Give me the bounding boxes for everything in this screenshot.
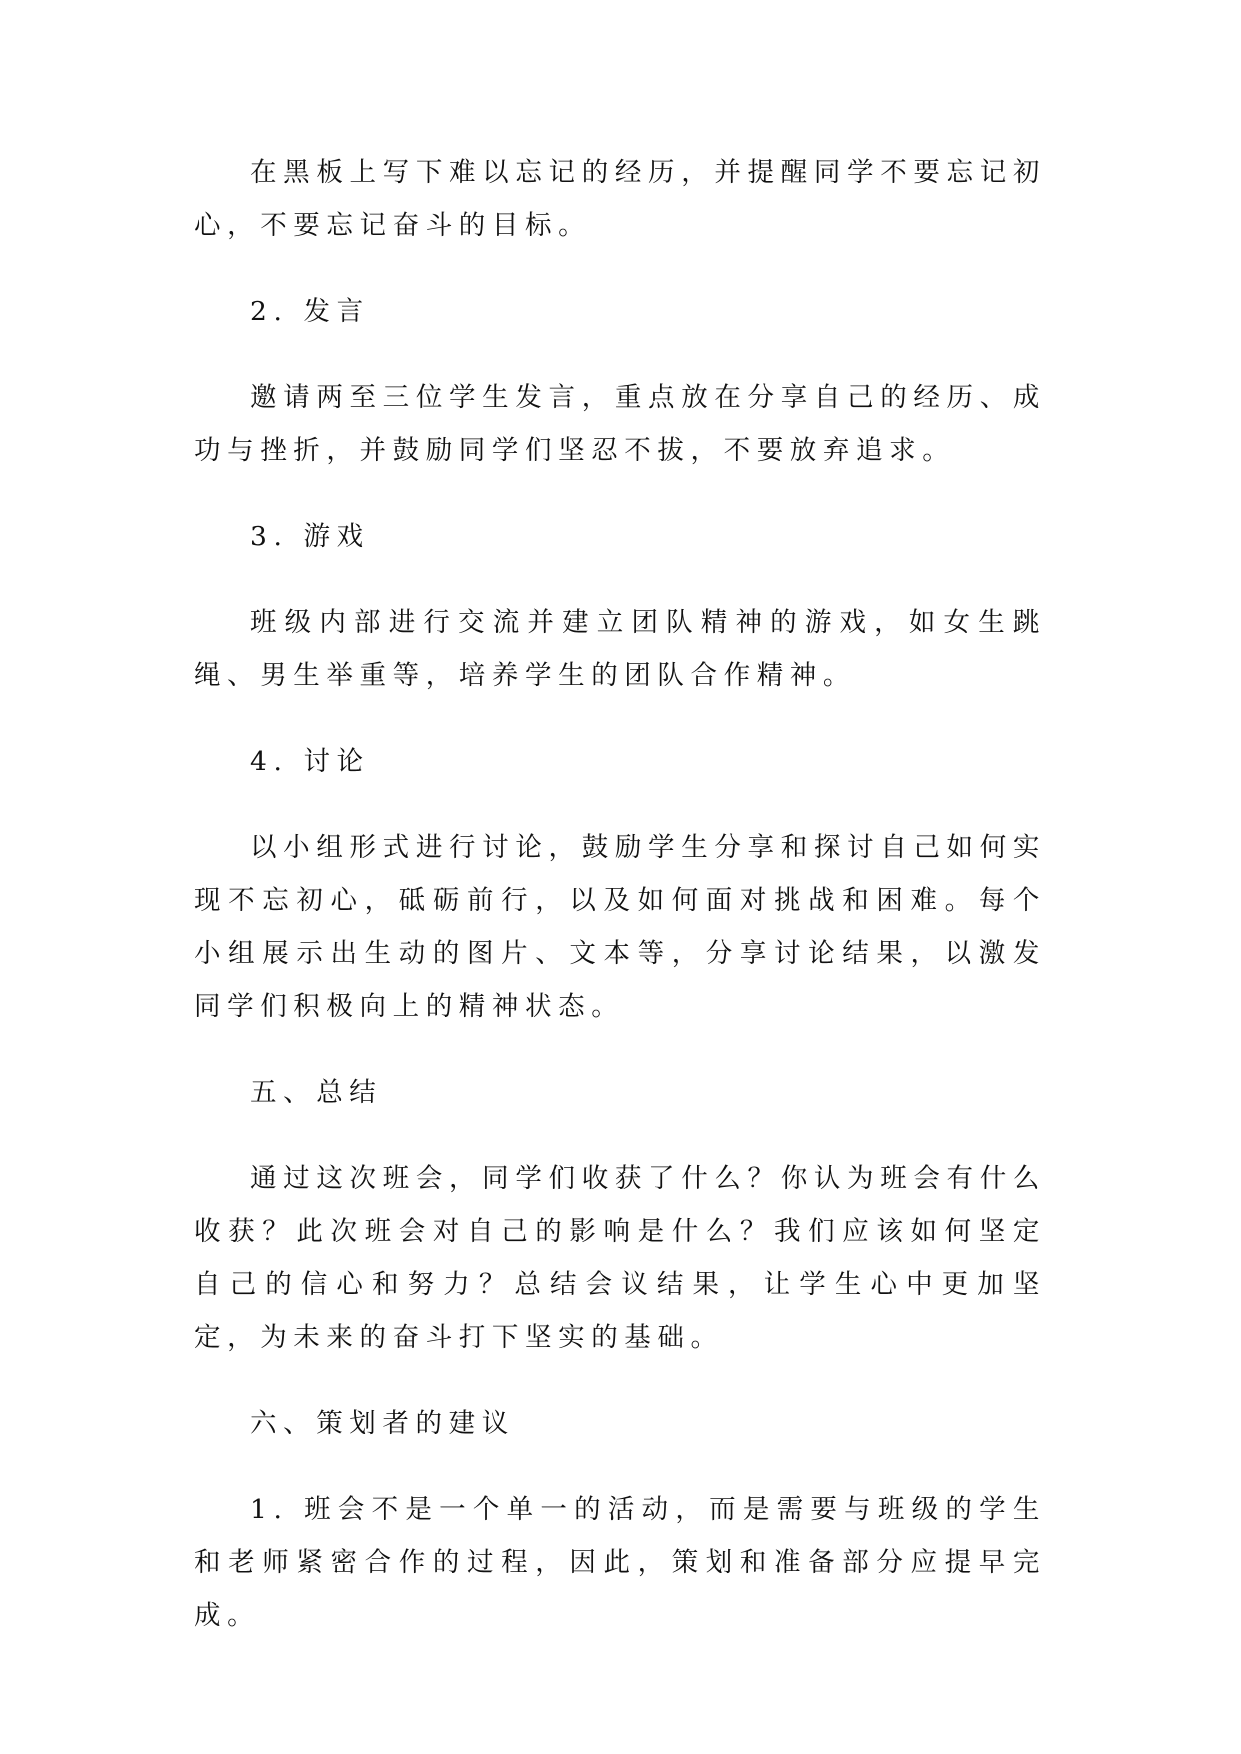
heading-discussion: 4. 讨论 <box>250 746 370 777</box>
paragraph-summary: 通过这次班会，同学们收获了什么？你认为班会有什么收获？此次班会对自己的影响是什么？我们应该如何坚定自己的信心和努力？总结会议结果，让学生心中更加坚定，为未来的奋斗打下坚实的基础。 <box>194 1163 1046 1353</box>
paragraph-discussion: 以小组形式进行讨论，鼓励学生分享和探讨自己如何实现不忘初心，砥砺前行，以及如何面对挑战和困难。每个小组展示出生动的图片、文本等，分享讨论结果，以激发同学们积极向上的精神状态。 <box>194 832 1046 1022</box>
heading-planner-advice: 六、策划者的建议 <box>250 1408 515 1439</box>
heading-speech: 2. 发言 <box>250 296 370 327</box>
document-body <box>194 146 1046 1642</box>
heading-summary: 五、总结 <box>250 1077 383 1108</box>
paragraph-planner-advice: 1. 班会不是一个单一的活动，而是需要与班级的学生和老师紧密合作的过程，因此，策划和准备部分应提早完成。 <box>194 1494 1046 1631</box>
paragraph-blackboard: 在黑板上写下难以忘记的经历，并提醒同学不要忘记初心，不要忘记奋斗的目标。 <box>194 157 1046 241</box>
paragraph-game: 班级内部进行交流并建立团队精神的游戏，如女生跳绳、男生举重等，培养学生的团队合作精神。 <box>194 607 1046 691</box>
paragraph-speech: 邀请两至三位学生发言，重点放在分享自己的经历、成功与挫折，并鼓励同学们坚忍不拔，不要放弃追求。 <box>194 382 1046 466</box>
heading-game: 3. 游戏 <box>250 521 370 552</box>
